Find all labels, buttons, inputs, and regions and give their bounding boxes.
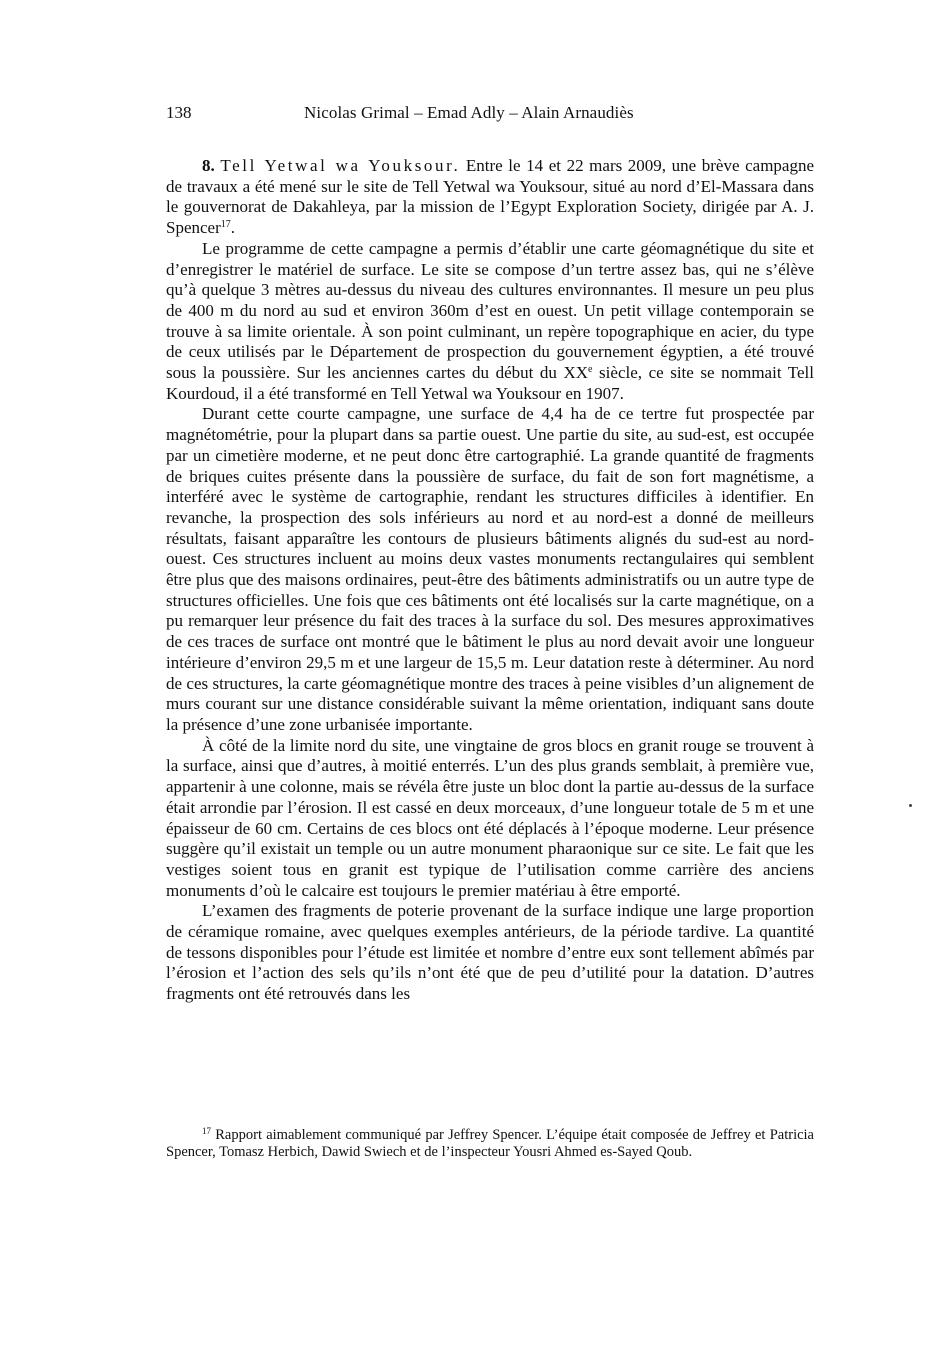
page-header bbox=[166, 101, 814, 125]
footnote-item bbox=[166, 1127, 814, 1161]
footnote-text: Rapport aimablement communiqué par Jeffrey Spencer. L’équipe était composée de Jeffrey et Patricia Spencer, Tomasz Herbich, Dawid Swiech et de l’inspecteur Yousri Ahmed es-Sayed Qoub. bbox=[166, 1127, 814, 1160]
paragraph-3: Durant cette courte campagne, une surface de 4,4 ha de ce tertre fut prospectée par magnétométrie, pour la plupart dans sa partie ouest. Une partie du site, au sud-est, est occupée par un cimetière moderne, et ne peut donc être cartographié. La grande quantité de fragments de briques cuites présente dans la poussière de surface, du fait de son fort magnétisme, a interféré avec le système de cartographie, rendant les structures difficiles à identifier. En revanche, la prospection des sols inférieurs au nord et au nord-est a donné de meilleurs résultats, faisant apparaître les contours de plusieurs bâtiments alignés du sud-est au nord-ouest. Ces structures incluent au moins deux vastes monuments rectangulaires qui semblent être plus que des maisons ordinaires, peut-être des bâtiments administratifs ou un autre type de structures officielles. Une fois que ces bâtiments ont été localisés sur la carte magnétique, on a pu remarquer leur présence du fait des traces à la surface du sol. Des mesures approximatives de ces traces de surface ont montré que le bâtiment le plus au nord devait avoir une longueur intérieure d’environ 29,5 m et une largeur de 15,5 m. Leur datation reste à déterminer. Au nord de ces structures, la carte géomagnétique montre des traces à peine visibles d’un alignement de murs courant sur une distance considérable suivant la même orientation, indiquant sans doute la présence d’une zone urbanisée importante. bbox=[166, 404, 814, 734]
paragraph-2-text-a: Le programme de cette campagne a permis d’établir une carte géomagnétique du site et d’enregistrer le matériel de surface. Le site se compose d’un tertre assez bas, qui ne s’élève qu’à quelque 3 mètres au-dessus du niveau des cultures environnantes. Il mesure un peu plus de 400 m du nord au sud et environ 360m d’est en ouest. Un petit village contemporain se trouve à sa limite orientale. À son point culminant, un repère topographique en acier, du type de ceux utilisés par le Département de prospection du gouvernement égyptien, a été trouvé sous la poussière. Sur les anciennes cartes du début du XX bbox=[166, 238, 814, 383]
section-number: 8. bbox=[202, 156, 215, 175]
footnote-marker: 17 bbox=[202, 1126, 211, 1136]
section-title: Tell Yetwal wa Youksour. bbox=[220, 156, 461, 175]
body-text bbox=[166, 156, 814, 1005]
paragraph-1-text: Entre le 14 et 22 mars 2009, une brève campagne de travaux a été mené sur le site de Tell Yetwal wa Youksour, situé au nord d’El-Massara dans le gouvernorat de Dakahleya, par la mission de l’Egypt Exploration Society, dirigée par A. J. Spencer bbox=[166, 156, 815, 238]
footnote-reference[interactable]: 17 bbox=[220, 219, 231, 231]
page-number: 138 bbox=[166, 103, 192, 122]
running-head: Nicolas Grimal – Emad Adly – Alain Arnaudiès bbox=[304, 103, 634, 122]
paragraph-5: L’examen des fragments de poterie provenant de la surface indique une large proportion de céramique romaine, avec quelques exemples antérieurs, de la période tardive. La quantité de tessons disponibles pour l’étude est limitée et nombre d’entre eux sont tellement abîmés par l’érosion et l’action des sels qu’ils n’ont été que de peu d’utilité pour la datation. D’autres fragments ont été retrouvés dans les bbox=[166, 901, 814, 1004]
paragraph-2-text-b: siècle, ce site se nommait Tell Kourdoud, il a été transformé en Tell Yetwal wa Youksour en 1907. bbox=[166, 363, 814, 403]
century-superscript: e bbox=[588, 364, 593, 376]
footnotes bbox=[166, 1127, 814, 1161]
paragraph-1-end: . bbox=[230, 218, 236, 238]
paragraph-2 bbox=[166, 239, 814, 405]
paragraph-4: À côté de la limite nord du site, une vingtaine de gros blocs en granit rouge se trouvent à la surface, ainsi que d’autres, à moitié enterrés. L’un des plus grands semblait, à première vue, appartenir à une colonne, mais se révéla être juste un bloc dont la partie au-dessus de la surface était arrondie par l’érosion. Il est cassé en deux morceaux, d’une longueur totale de 5 m et une épaisseur de 60 cm. Certains de ces blocs ont été déplacés à l’époque moderne. Leur présence suggère qu’il existait un temple ou un autre monument pharaonique sur ce site. Le fait que les vestiges soient tous en granit est typique de l’utilisation comme carrière des anciens monuments d’où le calcaire est toujours le premier matériau à être emporté. bbox=[166, 735, 814, 900]
paragraph-1 bbox=[166, 156, 814, 239]
scan-speck bbox=[909, 804, 912, 807]
